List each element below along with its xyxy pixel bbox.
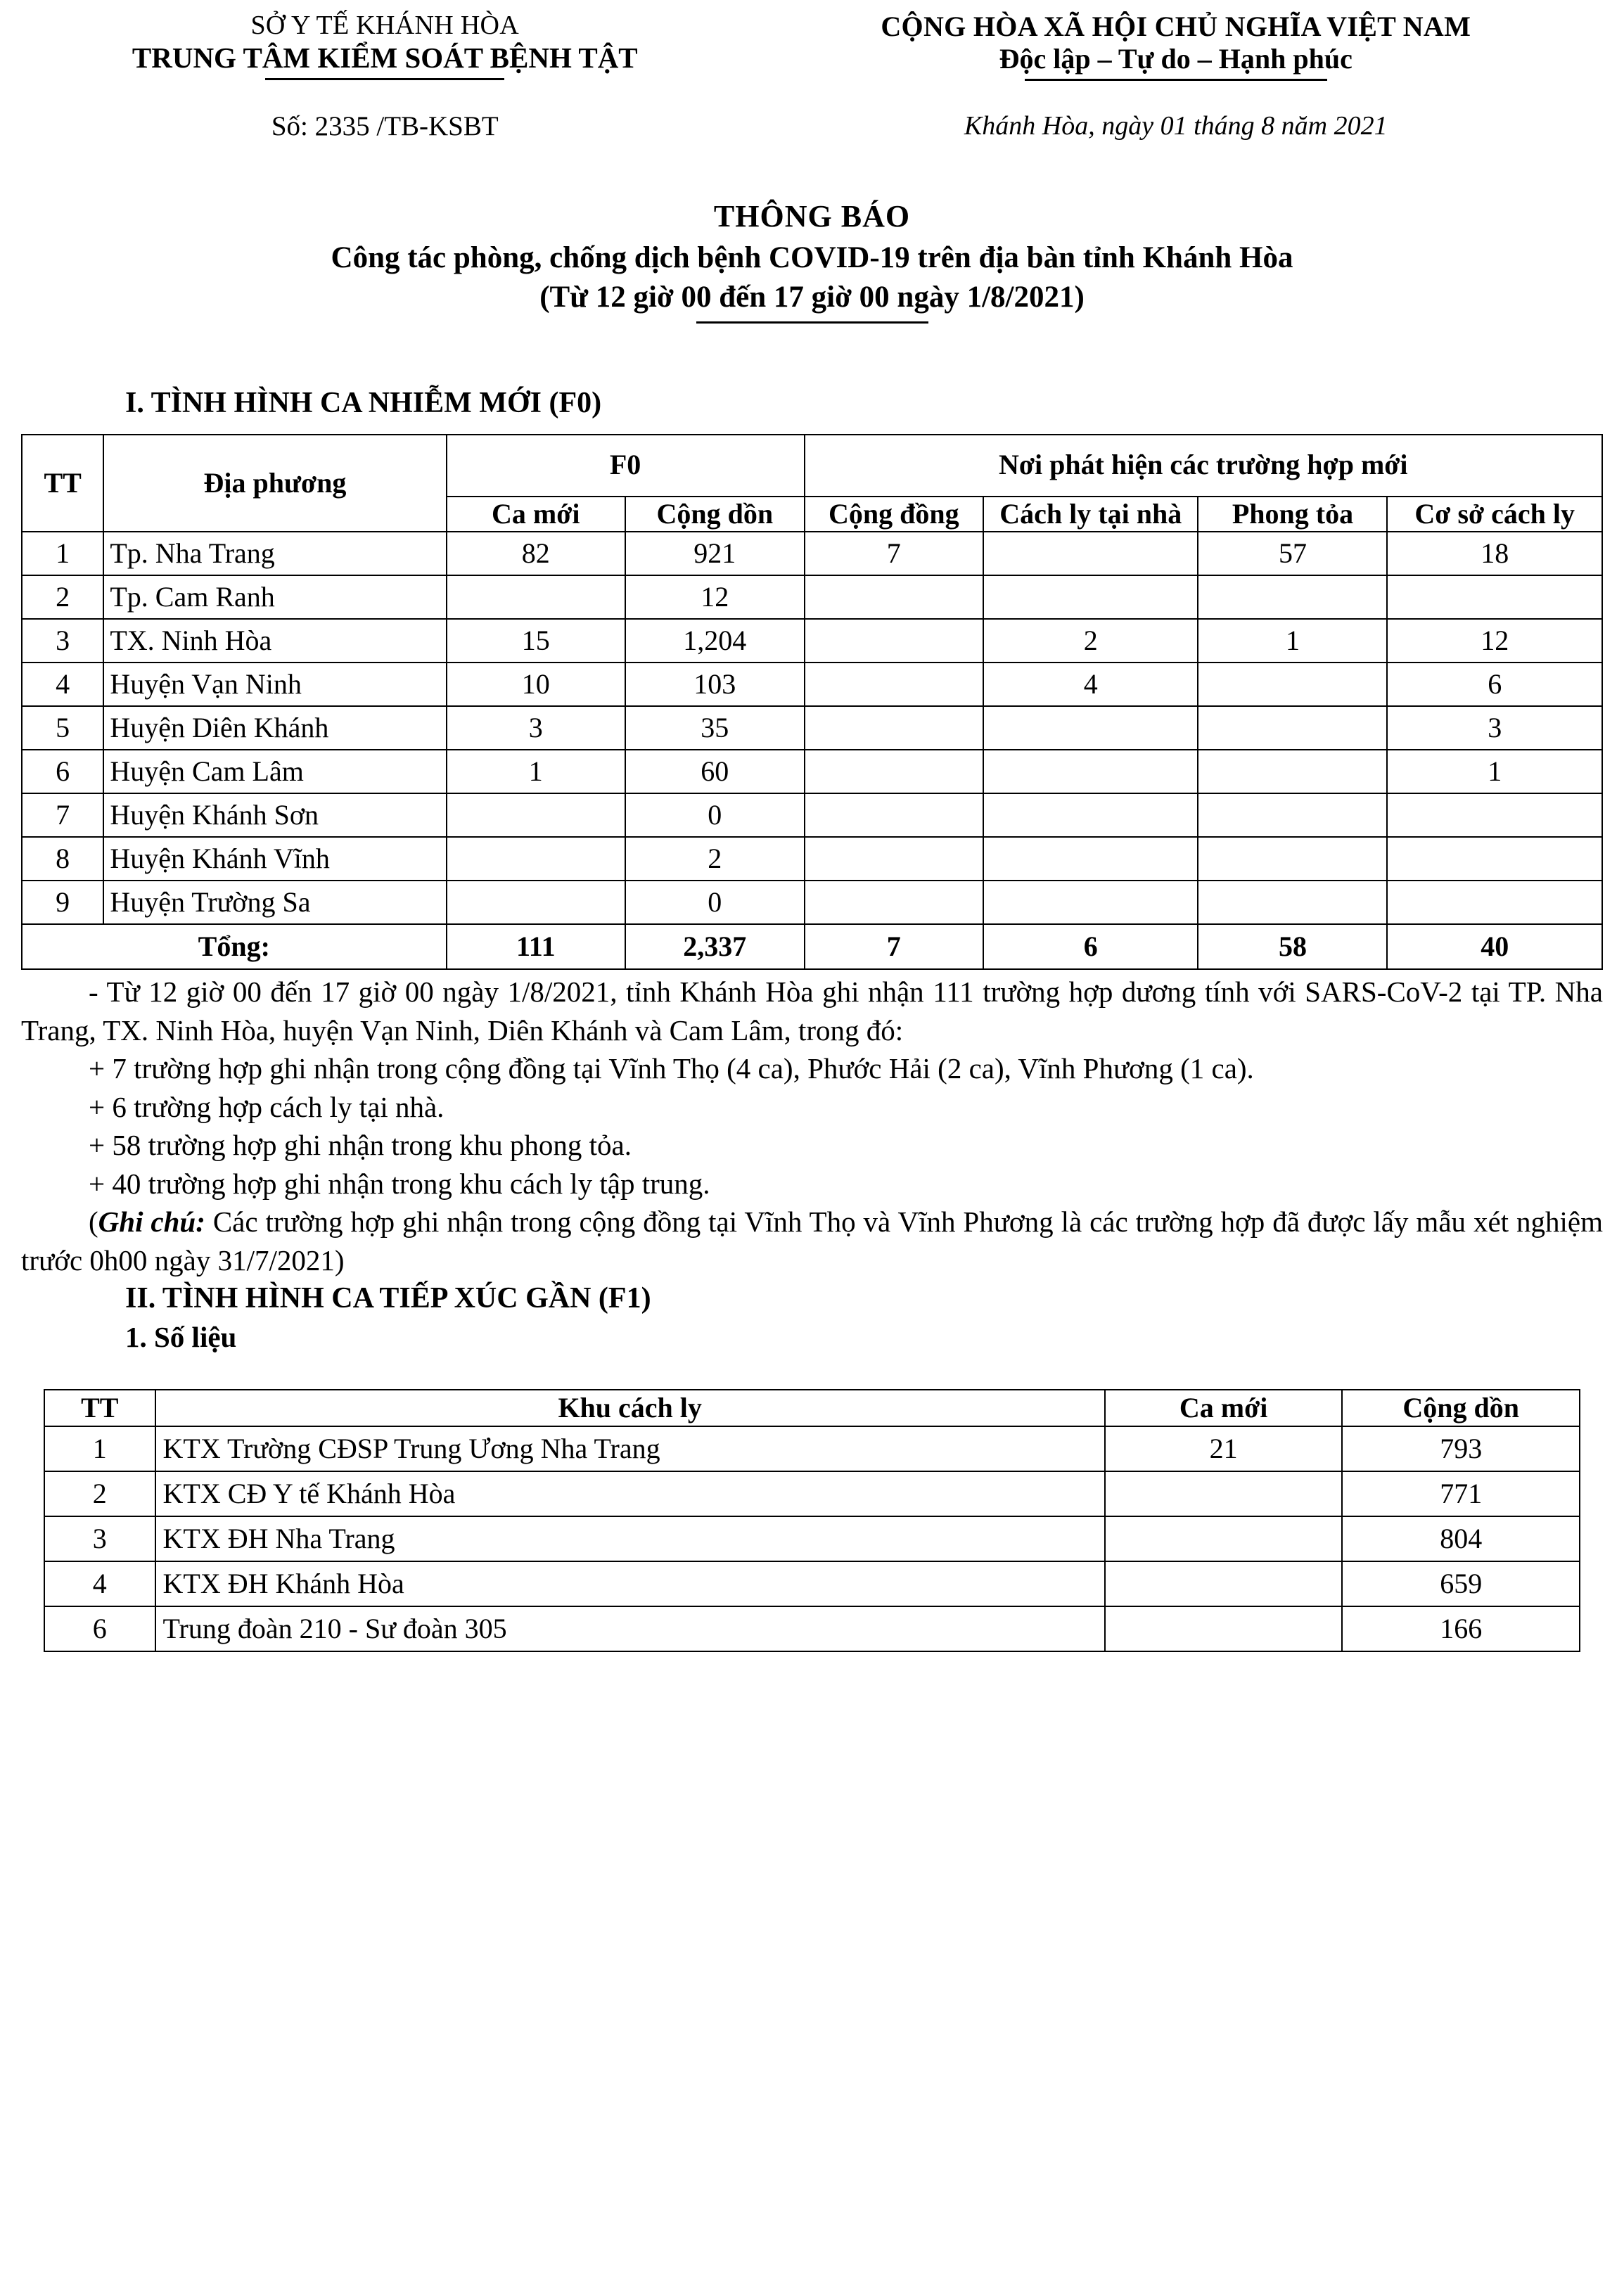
cell-locality: Tp. Cam Ranh xyxy=(103,575,446,619)
th-lockdown: Phong tỏa xyxy=(1198,497,1387,532)
cell-lockdown xyxy=(1198,881,1387,924)
cell-locality: Huyện Khánh Sơn xyxy=(103,793,446,837)
cell-home xyxy=(983,706,1198,750)
cell-total-label: Tổng: xyxy=(22,924,447,969)
cell-cumulative: 35 xyxy=(625,706,805,750)
cell-lockdown xyxy=(1198,706,1387,750)
cell-new xyxy=(447,837,626,881)
cell-locality: Huyện Vạn Ninh xyxy=(103,663,446,706)
table-row xyxy=(22,532,1602,575)
table-row xyxy=(44,1606,1580,1651)
national-heading-block xyxy=(749,10,1603,81)
cell-locality: Huyện Trường Sa xyxy=(103,881,446,924)
table-row xyxy=(44,1426,1580,1471)
cell-new: 82 xyxy=(447,532,626,575)
table-total-row xyxy=(22,924,1602,969)
document-meta-row xyxy=(21,110,1603,142)
cell-tt: 1 xyxy=(22,532,103,575)
th-community: Cộng đồng xyxy=(805,497,984,532)
cell-tt: 3 xyxy=(22,619,103,663)
cell-cumulative: 771 xyxy=(1342,1471,1580,1516)
page-title: THÔNG BÁO xyxy=(713,199,911,234)
cell-total-community: 7 xyxy=(805,924,984,969)
section-heading-1: I. TÌNH HÌNH CA NHIỄM MỚI (F0) xyxy=(125,386,602,419)
cell-locality: Huyện Khánh Vĩnh xyxy=(103,837,446,881)
cell-lockdown: 57 xyxy=(1198,532,1387,575)
place-and-date: Khánh Hòa, ngày 01 tháng 8 năm 2021 xyxy=(964,111,1388,141)
cell-tt: 6 xyxy=(22,750,103,793)
cell-locality: Tp. Nha Trang xyxy=(103,532,446,575)
cell-home xyxy=(983,575,1198,619)
cell-home: 2 xyxy=(983,619,1198,663)
th-f0-new: Ca mới xyxy=(447,497,626,532)
cell-tt: 5 xyxy=(22,706,103,750)
cell-cumulative: 0 xyxy=(625,881,805,924)
cell-new: 21 xyxy=(1105,1426,1343,1471)
cell-lockdown xyxy=(1198,663,1387,706)
cell-home: 4 xyxy=(983,663,1198,706)
cell-home xyxy=(983,881,1198,924)
cell-home xyxy=(983,837,1198,881)
table-row xyxy=(44,1561,1580,1606)
cell-locality: Huyện Diên Khánh xyxy=(103,706,446,750)
th-f0-cumulative: Cộng dồn xyxy=(625,497,805,532)
cell-total-home: 6 xyxy=(983,924,1198,969)
cell-tt: 2 xyxy=(22,575,103,619)
document-header xyxy=(21,0,1603,81)
cell-tt: 4 xyxy=(44,1561,155,1606)
cell-facility: 6 xyxy=(1387,663,1602,706)
table-row xyxy=(22,881,1602,924)
cell-new: 15 xyxy=(447,619,626,663)
th-f1-zone: Khu cách ly xyxy=(155,1390,1105,1426)
cell-total-cumulative: 2,337 xyxy=(625,924,805,969)
table-row xyxy=(44,1516,1580,1561)
cell-home xyxy=(983,750,1198,793)
cell-cumulative: 793 xyxy=(1342,1426,1580,1471)
th-f1-cumulative: Cộng dồn xyxy=(1342,1390,1580,1426)
cell-new: 3 xyxy=(447,706,626,750)
note-body: Các trường hợp ghi nhận trong cộng đồng tại Vĩnh Thọ và Vĩnh Phương là các trường hợp đã được lấy mẫu xét nghiệm trước 0h00 ngày 31/7/2021) xyxy=(21,1205,1603,1276)
cell-tt: 3 xyxy=(44,1516,155,1561)
th-f1-new: Ca mới xyxy=(1105,1390,1343,1426)
cell-cumulative: 12 xyxy=(625,575,805,619)
cell-locality: TX. Ninh Hòa xyxy=(103,619,446,663)
cell-community xyxy=(805,750,984,793)
table-row xyxy=(22,837,1602,881)
table-f1-body xyxy=(44,1426,1580,1651)
cell-community xyxy=(805,575,984,619)
cell-facility: 18 xyxy=(1387,532,1602,575)
table-f0 xyxy=(21,434,1603,971)
cell-tt: 9 xyxy=(22,881,103,924)
cell-cumulative: 921 xyxy=(625,532,805,575)
cell-home xyxy=(983,793,1198,837)
cell-new xyxy=(1105,1516,1343,1561)
th-f1-tt: TT xyxy=(44,1390,155,1426)
cell-new xyxy=(1105,1471,1343,1516)
table-f1-wrapper xyxy=(21,1389,1603,1652)
center-name: TRUNG TÂM KIỂM SOÁT BỆNH TẬT xyxy=(132,41,638,74)
cell-community xyxy=(805,663,984,706)
cell-lockdown xyxy=(1198,750,1387,793)
title-divider xyxy=(696,321,928,324)
national-motto: Độc lập – Tự do – Hạnh phúc xyxy=(999,43,1353,75)
cell-zone: KTX Trường CĐSP Trung Ương Nha Trang xyxy=(155,1426,1105,1471)
cell-community xyxy=(805,837,984,881)
country-name: CỘNG HÒA XÃ HỘI CHỦ NGHĨA VIỆT NAM xyxy=(881,11,1471,42)
title-subtitle: Công tác phòng, chống dịch bệnh COVID-19 trên địa bàn tỉnh Khánh Hòa xyxy=(331,241,1293,275)
department-name: SỞ Y TẾ KHÁNH HÒA xyxy=(250,11,520,40)
th-locality: Địa phương xyxy=(103,435,446,532)
table-f0-body xyxy=(22,532,1602,969)
cell-cumulative: 2 xyxy=(625,837,805,881)
cell-tt: 7 xyxy=(22,793,103,837)
section-heading-2: II. TÌNH HÌNH CA TIẾP XÚC GẦN (F1) xyxy=(125,1282,651,1315)
cell-cumulative: 659 xyxy=(1342,1561,1580,1606)
cell-community xyxy=(805,706,984,750)
cell-zone: KTX ĐH Nha Trang xyxy=(155,1516,1105,1561)
cell-cumulative: 60 xyxy=(625,750,805,793)
cell-cumulative: 103 xyxy=(625,663,805,706)
summary-paragraphs xyxy=(21,973,1603,1279)
cell-zone: Trung đoàn 210 - Sư đoàn 305 xyxy=(155,1606,1105,1651)
table-row xyxy=(22,663,1602,706)
cell-lockdown xyxy=(1198,837,1387,881)
cell-facility xyxy=(1387,837,1602,881)
document-number: Số: 2335 /TB-KSBT xyxy=(271,111,499,142)
cell-cumulative: 166 xyxy=(1342,1606,1580,1651)
cell-locality: Huyện Cam Lâm xyxy=(103,750,446,793)
title-block xyxy=(21,197,1603,324)
title-period: (Từ 12 giờ 00 đến 17 giờ 00 ngày 1/8/2021) xyxy=(539,281,1085,314)
paragraph-note xyxy=(21,1203,1603,1279)
note-paren: ( xyxy=(89,1205,98,1239)
cell-lockdown: 1 xyxy=(1198,619,1387,663)
cell-new xyxy=(1105,1561,1343,1606)
cell-tt: 8 xyxy=(22,837,103,881)
cell-tt: 6 xyxy=(44,1606,155,1651)
cell-total-lockdown: 58 xyxy=(1198,924,1387,969)
table-f0-header-row-1 xyxy=(22,435,1602,497)
cell-zone: KTX ĐH Khánh Hòa xyxy=(155,1561,1105,1606)
th-tt: TT xyxy=(22,435,103,532)
cell-community xyxy=(805,619,984,663)
cell-tt: 4 xyxy=(22,663,103,706)
th-f0-group: F0 xyxy=(447,435,805,497)
cell-tt: 1 xyxy=(44,1426,155,1471)
cell-new xyxy=(447,575,626,619)
cell-tt: 2 xyxy=(44,1471,155,1516)
header-left-divider xyxy=(265,78,504,80)
paragraph-lockdown: + 58 trường hợp ghi nhận trong khu phong tỏa. xyxy=(89,1129,632,1162)
cell-facility: 12 xyxy=(1387,619,1602,663)
subsection-heading-data: 1. Số liệu xyxy=(125,1321,237,1354)
cell-lockdown xyxy=(1198,793,1387,837)
paragraph-community: + 7 trường hợp ghi nhận trong cộng đồng tại Vĩnh Thọ (4 ca), Phước Hải (2 ca), Vĩnh Phương (1 ca). xyxy=(89,1052,1254,1085)
th-detection-group: Nơi phát hiện các trường hợp mới xyxy=(805,435,1602,497)
cell-new: 1 xyxy=(447,750,626,793)
cell-zone: KTX CĐ Y tế Khánh Hòa xyxy=(155,1471,1105,1516)
table-row xyxy=(22,619,1602,663)
cell-facility xyxy=(1387,881,1602,924)
paragraph-home-quarantine: + 6 trường hợp cách ly tại nhà. xyxy=(89,1090,445,1123)
cell-facility xyxy=(1387,575,1602,619)
table-f1-header-row xyxy=(44,1390,1580,1426)
cell-facility: 3 xyxy=(1387,706,1602,750)
cell-home xyxy=(983,532,1198,575)
table-row xyxy=(22,750,1602,793)
cell-cumulative: 0 xyxy=(625,793,805,837)
paragraph-facility: + 40 trường hợp ghi nhận trong khu cách ly tập trung. xyxy=(89,1167,710,1200)
cell-cumulative: 1,204 xyxy=(625,619,805,663)
cell-community xyxy=(805,881,984,924)
cell-new xyxy=(447,793,626,837)
table-row xyxy=(22,706,1602,750)
cell-new xyxy=(447,881,626,924)
cell-facility: 1 xyxy=(1387,750,1602,793)
paragraph-summary: - Từ 12 giờ 00 đến 17 giờ 00 ngày 1/8/2021, tỉnh Khánh Hòa ghi nhận 111 trường hợp dương tính với SARS-CoV-2 tại TP. Nha Trang, TX. Ninh Hòa, huyện Vạn Ninh, Diên Khánh và Cam Lâm, trong đó: xyxy=(21,975,1603,1047)
cell-new xyxy=(1105,1606,1343,1651)
cell-total-new: 111 xyxy=(447,924,626,969)
cell-cumulative: 804 xyxy=(1342,1516,1580,1561)
table-row xyxy=(22,793,1602,837)
cell-community: 7 xyxy=(805,532,984,575)
th-facility: Cơ sở cách ly xyxy=(1387,497,1602,532)
cell-total-facility: 40 xyxy=(1387,924,1602,969)
cell-lockdown xyxy=(1198,575,1387,619)
header-right-divider xyxy=(1025,79,1327,81)
th-home-quarantine: Cách ly tại nhà xyxy=(983,497,1198,532)
table-row xyxy=(44,1471,1580,1516)
table-f1 xyxy=(44,1389,1580,1652)
table-row xyxy=(22,575,1602,619)
note-label: Ghi chú: xyxy=(98,1205,205,1239)
cell-new: 10 xyxy=(447,663,626,706)
issuing-authority-block xyxy=(21,10,749,81)
cell-facility xyxy=(1387,793,1602,837)
cell-community xyxy=(805,793,984,837)
